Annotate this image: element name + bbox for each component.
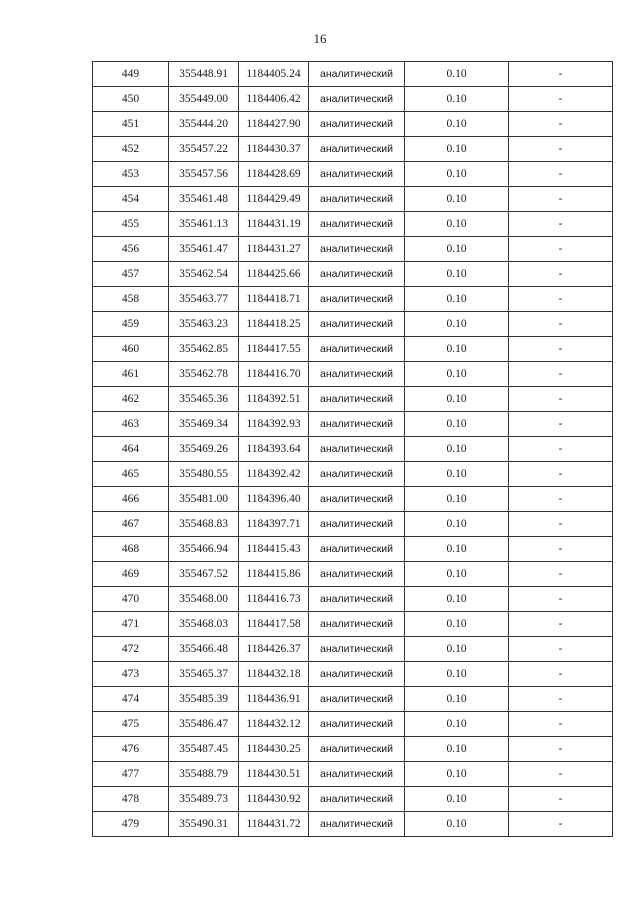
method-cell: аналитический	[309, 687, 405, 712]
accuracy-cell: 0.10	[405, 637, 509, 662]
table-row	[93, 687, 613, 712]
point-number-cell: 453	[93, 162, 169, 187]
x-coordinate-cell: 355481.00	[169, 487, 239, 512]
note-cell: -	[509, 562, 613, 587]
point-number-cell: 450	[93, 87, 169, 112]
y-coordinate-cell: 1184428.69	[239, 162, 309, 187]
point-number-cell: 465	[93, 462, 169, 487]
note-cell: -	[509, 612, 613, 637]
method-cell: аналитический	[309, 412, 405, 437]
y-coordinate-cell: 1184432.12	[239, 712, 309, 737]
accuracy-cell: 0.10	[405, 287, 509, 312]
method-cell: аналитический	[309, 437, 405, 462]
table-row	[93, 387, 613, 412]
y-coordinate-cell: 1184416.73	[239, 587, 309, 612]
y-coordinate-cell: 1184436.91	[239, 687, 309, 712]
x-coordinate-cell: 355490.31	[169, 812, 239, 837]
table-row	[93, 162, 613, 187]
y-coordinate-cell: 1184406.42	[239, 87, 309, 112]
table-row	[93, 212, 613, 237]
y-coordinate-cell: 1184392.42	[239, 462, 309, 487]
accuracy-cell: 0.10	[405, 212, 509, 237]
method-cell: аналитический	[309, 637, 405, 662]
y-coordinate-cell: 1184431.72	[239, 812, 309, 837]
method-cell: аналитический	[309, 512, 405, 537]
note-cell: -	[509, 312, 613, 337]
table-row	[93, 312, 613, 337]
y-coordinate-cell: 1184431.19	[239, 212, 309, 237]
y-coordinate-cell: 1184430.37	[239, 137, 309, 162]
accuracy-cell: 0.10	[405, 437, 509, 462]
table-row	[93, 337, 613, 362]
accuracy-cell: 0.10	[405, 387, 509, 412]
note-cell: -	[509, 337, 613, 362]
y-coordinate-cell: 1184397.71	[239, 512, 309, 537]
method-cell: аналитический	[309, 62, 405, 87]
x-coordinate-cell: 355461.48	[169, 187, 239, 212]
method-cell: аналитический	[309, 812, 405, 837]
method-cell: аналитический	[309, 112, 405, 137]
note-cell: -	[509, 162, 613, 187]
method-cell: аналитический	[309, 787, 405, 812]
x-coordinate-cell: 355468.83	[169, 512, 239, 537]
x-coordinate-cell: 355463.77	[169, 287, 239, 312]
method-cell: аналитический	[309, 362, 405, 387]
table-row	[93, 637, 613, 662]
point-number-cell: 459	[93, 312, 169, 337]
accuracy-cell: 0.10	[405, 812, 509, 837]
x-coordinate-cell: 355469.34	[169, 412, 239, 437]
x-coordinate-cell: 355485.39	[169, 687, 239, 712]
point-number-cell: 467	[93, 512, 169, 537]
x-coordinate-cell: 355465.37	[169, 662, 239, 687]
accuracy-cell: 0.10	[405, 362, 509, 387]
x-coordinate-cell: 355462.85	[169, 337, 239, 362]
accuracy-cell: 0.10	[405, 737, 509, 762]
table-row	[93, 812, 613, 837]
accuracy-cell: 0.10	[405, 337, 509, 362]
point-number-cell: 471	[93, 612, 169, 637]
y-coordinate-cell: 1184430.92	[239, 787, 309, 812]
x-coordinate-cell: 355468.03	[169, 612, 239, 637]
y-coordinate-cell: 1184392.93	[239, 412, 309, 437]
point-number-cell: 476	[93, 737, 169, 762]
y-coordinate-cell: 1184415.43	[239, 537, 309, 562]
point-number-cell: 468	[93, 537, 169, 562]
method-cell: аналитический	[309, 187, 405, 212]
y-coordinate-cell: 1184418.25	[239, 312, 309, 337]
method-cell: аналитический	[309, 737, 405, 762]
x-coordinate-cell: 355466.94	[169, 537, 239, 562]
table-row	[93, 262, 613, 287]
method-cell: аналитический	[309, 162, 405, 187]
x-coordinate-cell: 355462.54	[169, 262, 239, 287]
y-coordinate-cell: 1184415.86	[239, 562, 309, 587]
y-coordinate-cell: 1184426.37	[239, 637, 309, 662]
y-coordinate-cell: 1184392.51	[239, 387, 309, 412]
x-coordinate-cell: 355487.45	[169, 737, 239, 762]
point-number-cell: 458	[93, 287, 169, 312]
point-number-cell: 452	[93, 137, 169, 162]
accuracy-cell: 0.10	[405, 487, 509, 512]
note-cell: -	[509, 512, 613, 537]
point-number-cell: 456	[93, 237, 169, 262]
point-number-cell: 460	[93, 337, 169, 362]
point-number-cell: 473	[93, 662, 169, 687]
accuracy-cell: 0.10	[405, 612, 509, 637]
method-cell: аналитический	[309, 287, 405, 312]
note-cell: -	[509, 687, 613, 712]
accuracy-cell: 0.10	[405, 562, 509, 587]
x-coordinate-cell: 355461.47	[169, 237, 239, 262]
accuracy-cell: 0.10	[405, 262, 509, 287]
method-cell: аналитический	[309, 587, 405, 612]
table-row	[93, 487, 613, 512]
y-coordinate-cell: 1184405.24	[239, 62, 309, 87]
table-row	[93, 237, 613, 262]
table-row	[93, 187, 613, 212]
x-coordinate-cell: 355444.20	[169, 112, 239, 137]
method-cell: аналитический	[309, 387, 405, 412]
x-coordinate-cell: 355486.47	[169, 712, 239, 737]
y-coordinate-cell: 1184396.40	[239, 487, 309, 512]
point-number-cell: 470	[93, 587, 169, 612]
table-row	[93, 462, 613, 487]
note-cell: -	[509, 487, 613, 512]
x-coordinate-cell: 355449.00	[169, 87, 239, 112]
x-coordinate-cell: 355468.00	[169, 587, 239, 612]
table-row	[93, 737, 613, 762]
note-cell: -	[509, 212, 613, 237]
table-row	[93, 612, 613, 637]
method-cell: аналитический	[309, 337, 405, 362]
note-cell: -	[509, 112, 613, 137]
accuracy-cell: 0.10	[405, 412, 509, 437]
y-coordinate-cell: 1184416.70	[239, 362, 309, 387]
table-row	[93, 787, 613, 812]
table-row	[93, 362, 613, 387]
accuracy-cell: 0.10	[405, 312, 509, 337]
point-number-cell: 464	[93, 437, 169, 462]
note-cell: -	[509, 662, 613, 687]
method-cell: аналитический	[309, 487, 405, 512]
table-row	[93, 437, 613, 462]
note-cell: -	[509, 362, 613, 387]
accuracy-cell: 0.10	[405, 62, 509, 87]
note-cell: -	[509, 387, 613, 412]
note-cell: -	[509, 237, 613, 262]
method-cell: аналитический	[309, 612, 405, 637]
note-cell: -	[509, 812, 613, 837]
table-row	[93, 137, 613, 162]
point-number-cell: 449	[93, 62, 169, 87]
accuracy-cell: 0.10	[405, 662, 509, 687]
method-cell: аналитический	[309, 262, 405, 287]
point-number-cell: 454	[93, 187, 169, 212]
x-coordinate-cell: 355457.56	[169, 162, 239, 187]
page-number: 16	[313, 31, 327, 46]
x-coordinate-cell: 355461.13	[169, 212, 239, 237]
x-coordinate-cell: 355466.48	[169, 637, 239, 662]
x-coordinate-cell: 355467.52	[169, 562, 239, 587]
point-number-cell: 463	[93, 412, 169, 437]
y-coordinate-cell: 1184432.18	[239, 662, 309, 687]
accuracy-cell: 0.10	[405, 512, 509, 537]
x-coordinate-cell: 355480.55	[169, 462, 239, 487]
table-row	[93, 562, 613, 587]
point-number-cell: 474	[93, 687, 169, 712]
note-cell: -	[509, 412, 613, 437]
note-cell: -	[509, 712, 613, 737]
method-cell: аналитический	[309, 712, 405, 737]
y-coordinate-cell: 1184417.58	[239, 612, 309, 637]
note-cell: -	[509, 462, 613, 487]
table-row	[93, 587, 613, 612]
accuracy-cell: 0.10	[405, 112, 509, 137]
accuracy-cell: 0.10	[405, 787, 509, 812]
x-coordinate-cell: 355488.79	[169, 762, 239, 787]
accuracy-cell: 0.10	[405, 237, 509, 262]
accuracy-cell: 0.10	[405, 587, 509, 612]
method-cell: аналитический	[309, 762, 405, 787]
point-number-cell: 472	[93, 637, 169, 662]
x-coordinate-cell: 355465.36	[169, 387, 239, 412]
accuracy-cell: 0.10	[405, 162, 509, 187]
note-cell: -	[509, 262, 613, 287]
table-row	[93, 62, 613, 87]
point-number-cell: 469	[93, 562, 169, 587]
method-cell: аналитический	[309, 462, 405, 487]
point-number-cell: 475	[93, 712, 169, 737]
note-cell: -	[509, 187, 613, 212]
table-row	[93, 412, 613, 437]
method-cell: аналитический	[309, 212, 405, 237]
accuracy-cell: 0.10	[405, 537, 509, 562]
method-cell: аналитический	[309, 662, 405, 687]
accuracy-cell: 0.10	[405, 712, 509, 737]
accuracy-cell: 0.10	[405, 87, 509, 112]
table-row	[93, 87, 613, 112]
method-cell: аналитический	[309, 137, 405, 162]
note-cell: -	[509, 637, 613, 662]
note-cell: -	[509, 537, 613, 562]
note-cell: -	[509, 587, 613, 612]
method-cell: аналитический	[309, 87, 405, 112]
point-number-cell: 462	[93, 387, 169, 412]
point-number-cell: 477	[93, 762, 169, 787]
y-coordinate-cell: 1184417.55	[239, 337, 309, 362]
y-coordinate-cell: 1184431.27	[239, 237, 309, 262]
y-coordinate-cell: 1184418.71	[239, 287, 309, 312]
method-cell: аналитический	[309, 537, 405, 562]
note-cell: -	[509, 737, 613, 762]
point-number-cell: 478	[93, 787, 169, 812]
x-coordinate-cell: 355463.23	[169, 312, 239, 337]
accuracy-cell: 0.10	[405, 762, 509, 787]
y-coordinate-cell: 1184393.64	[239, 437, 309, 462]
accuracy-cell: 0.10	[405, 137, 509, 162]
y-coordinate-cell: 1184430.51	[239, 762, 309, 787]
table-row	[93, 662, 613, 687]
table-row	[93, 512, 613, 537]
coordinates-table-body	[93, 62, 613, 837]
accuracy-cell: 0.10	[405, 687, 509, 712]
y-coordinate-cell: 1184427.90	[239, 112, 309, 137]
y-coordinate-cell: 1184425.66	[239, 262, 309, 287]
point-number-cell: 461	[93, 362, 169, 387]
accuracy-cell: 0.10	[405, 462, 509, 487]
table-row	[93, 537, 613, 562]
note-cell: -	[509, 87, 613, 112]
table-row	[93, 287, 613, 312]
y-coordinate-cell: 1184429.49	[239, 187, 309, 212]
table-row	[93, 712, 613, 737]
x-coordinate-cell: 355448.91	[169, 62, 239, 87]
method-cell: аналитический	[309, 562, 405, 587]
y-coordinate-cell: 1184430.25	[239, 737, 309, 762]
point-number-cell: 466	[93, 487, 169, 512]
note-cell: -	[509, 437, 613, 462]
x-coordinate-cell: 355489.73	[169, 787, 239, 812]
point-number-cell: 455	[93, 212, 169, 237]
note-cell: -	[509, 787, 613, 812]
note-cell: -	[509, 137, 613, 162]
method-cell: аналитический	[309, 312, 405, 337]
table-row	[93, 112, 613, 137]
x-coordinate-cell: 355462.78	[169, 362, 239, 387]
method-cell: аналитический	[309, 237, 405, 262]
coordinates-table	[92, 61, 613, 837]
x-coordinate-cell: 355469.26	[169, 437, 239, 462]
point-number-cell: 457	[93, 262, 169, 287]
note-cell: -	[509, 62, 613, 87]
accuracy-cell: 0.10	[405, 187, 509, 212]
note-cell: -	[509, 287, 613, 312]
point-number-cell: 451	[93, 112, 169, 137]
point-number-cell: 479	[93, 812, 169, 837]
x-coordinate-cell: 355457.22	[169, 137, 239, 162]
table-row	[93, 762, 613, 787]
note-cell: -	[509, 762, 613, 787]
